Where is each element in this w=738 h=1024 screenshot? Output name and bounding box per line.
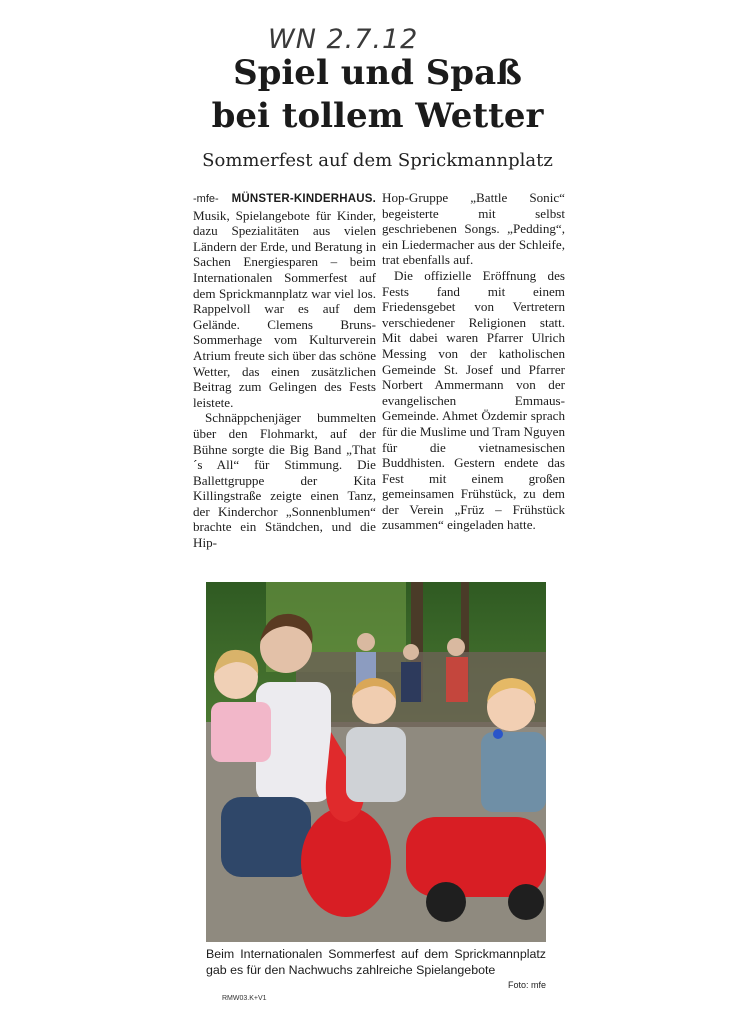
photo-red-hopper-toy xyxy=(301,807,391,917)
article-paragraph: Hop-Gruppe „Battle Sonic“ begeisterte mit selbst geschriebenen Songs. „Pedding“, ein Liedermacher aus der Schleife, trat ebenfalls auf. xyxy=(382,190,565,268)
photo-woman-jeans xyxy=(221,797,311,877)
photo-crowd-person xyxy=(401,662,421,702)
article-paragraph: Schnäppchenjäger bummelten über den Flohmarkt, auf der Bühne sorgte die Big Band „That´s All“ für Stimmung. Die Ballettgruppe der Kita Killingstraße zeigte einen Tanz, der Kinderchor „Sonnenblumen“ brachte ein Ständchen, und die Hip- xyxy=(193,410,376,551)
print-code: RMW03.K+V1 xyxy=(222,995,267,1002)
photo-crowd-person xyxy=(446,657,468,702)
photo-girl-body xyxy=(211,702,271,762)
handwritten-date-note: WN 2.7.12 xyxy=(268,24,419,55)
article-paragraph: Die offizielle Eröffnung des Fests fand mit einem Friedensgebet von Vertretern verschiedener Religionen statt. Mit dabei waren Pfarrer Ulrich Messing von der katholischen Gemeinde St. Josef und Pfarrer Norbert Ammermann von der evangelischen Emmaus-Gemeinde. Ahmet Özdemir sprach für die Muslime und Tram Nguyen für die vietnamesischen Buddhisten. Gestern endete das Fest mit einem großen gemeinsamen Frühstück, zu dem der Verein „Früz – Frühstück zusammen“ eingeladen hatte. xyxy=(382,267,565,533)
article-column-2 xyxy=(382,190,565,533)
photo-boy-right-body xyxy=(481,732,546,812)
headline-line-1: Spiel und Spaß xyxy=(233,53,522,93)
headline xyxy=(190,52,565,138)
photo-crowd-person xyxy=(357,633,375,651)
photo-car-wheel xyxy=(426,882,466,922)
headline-line-2: bei tollem Wetter xyxy=(211,96,544,136)
dateline: MÜNSTER-KINDERHAUS. xyxy=(231,193,376,205)
photo-caption: Beim Internationalen Sommerfest auf dem Sprickmannplatz gab es für den Nachwuchs zahlreiche Spielangebote xyxy=(206,947,546,977)
photo-credit: Foto: mfe xyxy=(507,980,546,990)
photo-crowd-person xyxy=(447,638,465,656)
photo-crowd-person xyxy=(403,644,419,660)
author-tag: -mfe- xyxy=(193,193,219,205)
article-column-1 xyxy=(193,190,376,551)
photo-boy-middle-body xyxy=(346,727,406,802)
article-paragraph xyxy=(193,190,376,410)
event-photo xyxy=(206,582,546,942)
paragraph-text: Musik, Spielangebote für Kinder, dazu Spezialitäten aus vielen Ländern der Erde, und Beratung in Sachen Energiesparen – beim Internationalen Sommerfest auf dem Sprickmannplatz war viel los. Rappelvoll war es auf dem Gelände. Clemens Bruns-Sommerhage vom Kulturverein Atrium freute sich über das schöne Wetter, das einen zusätzlichen Beitrag zum Gelingen des Fests leistete. xyxy=(193,207,376,410)
photo-car-wheel xyxy=(508,884,544,920)
photo-pacifier xyxy=(493,729,503,739)
subheadline: Sommerfest auf dem Sprickmannplatz xyxy=(202,150,553,171)
